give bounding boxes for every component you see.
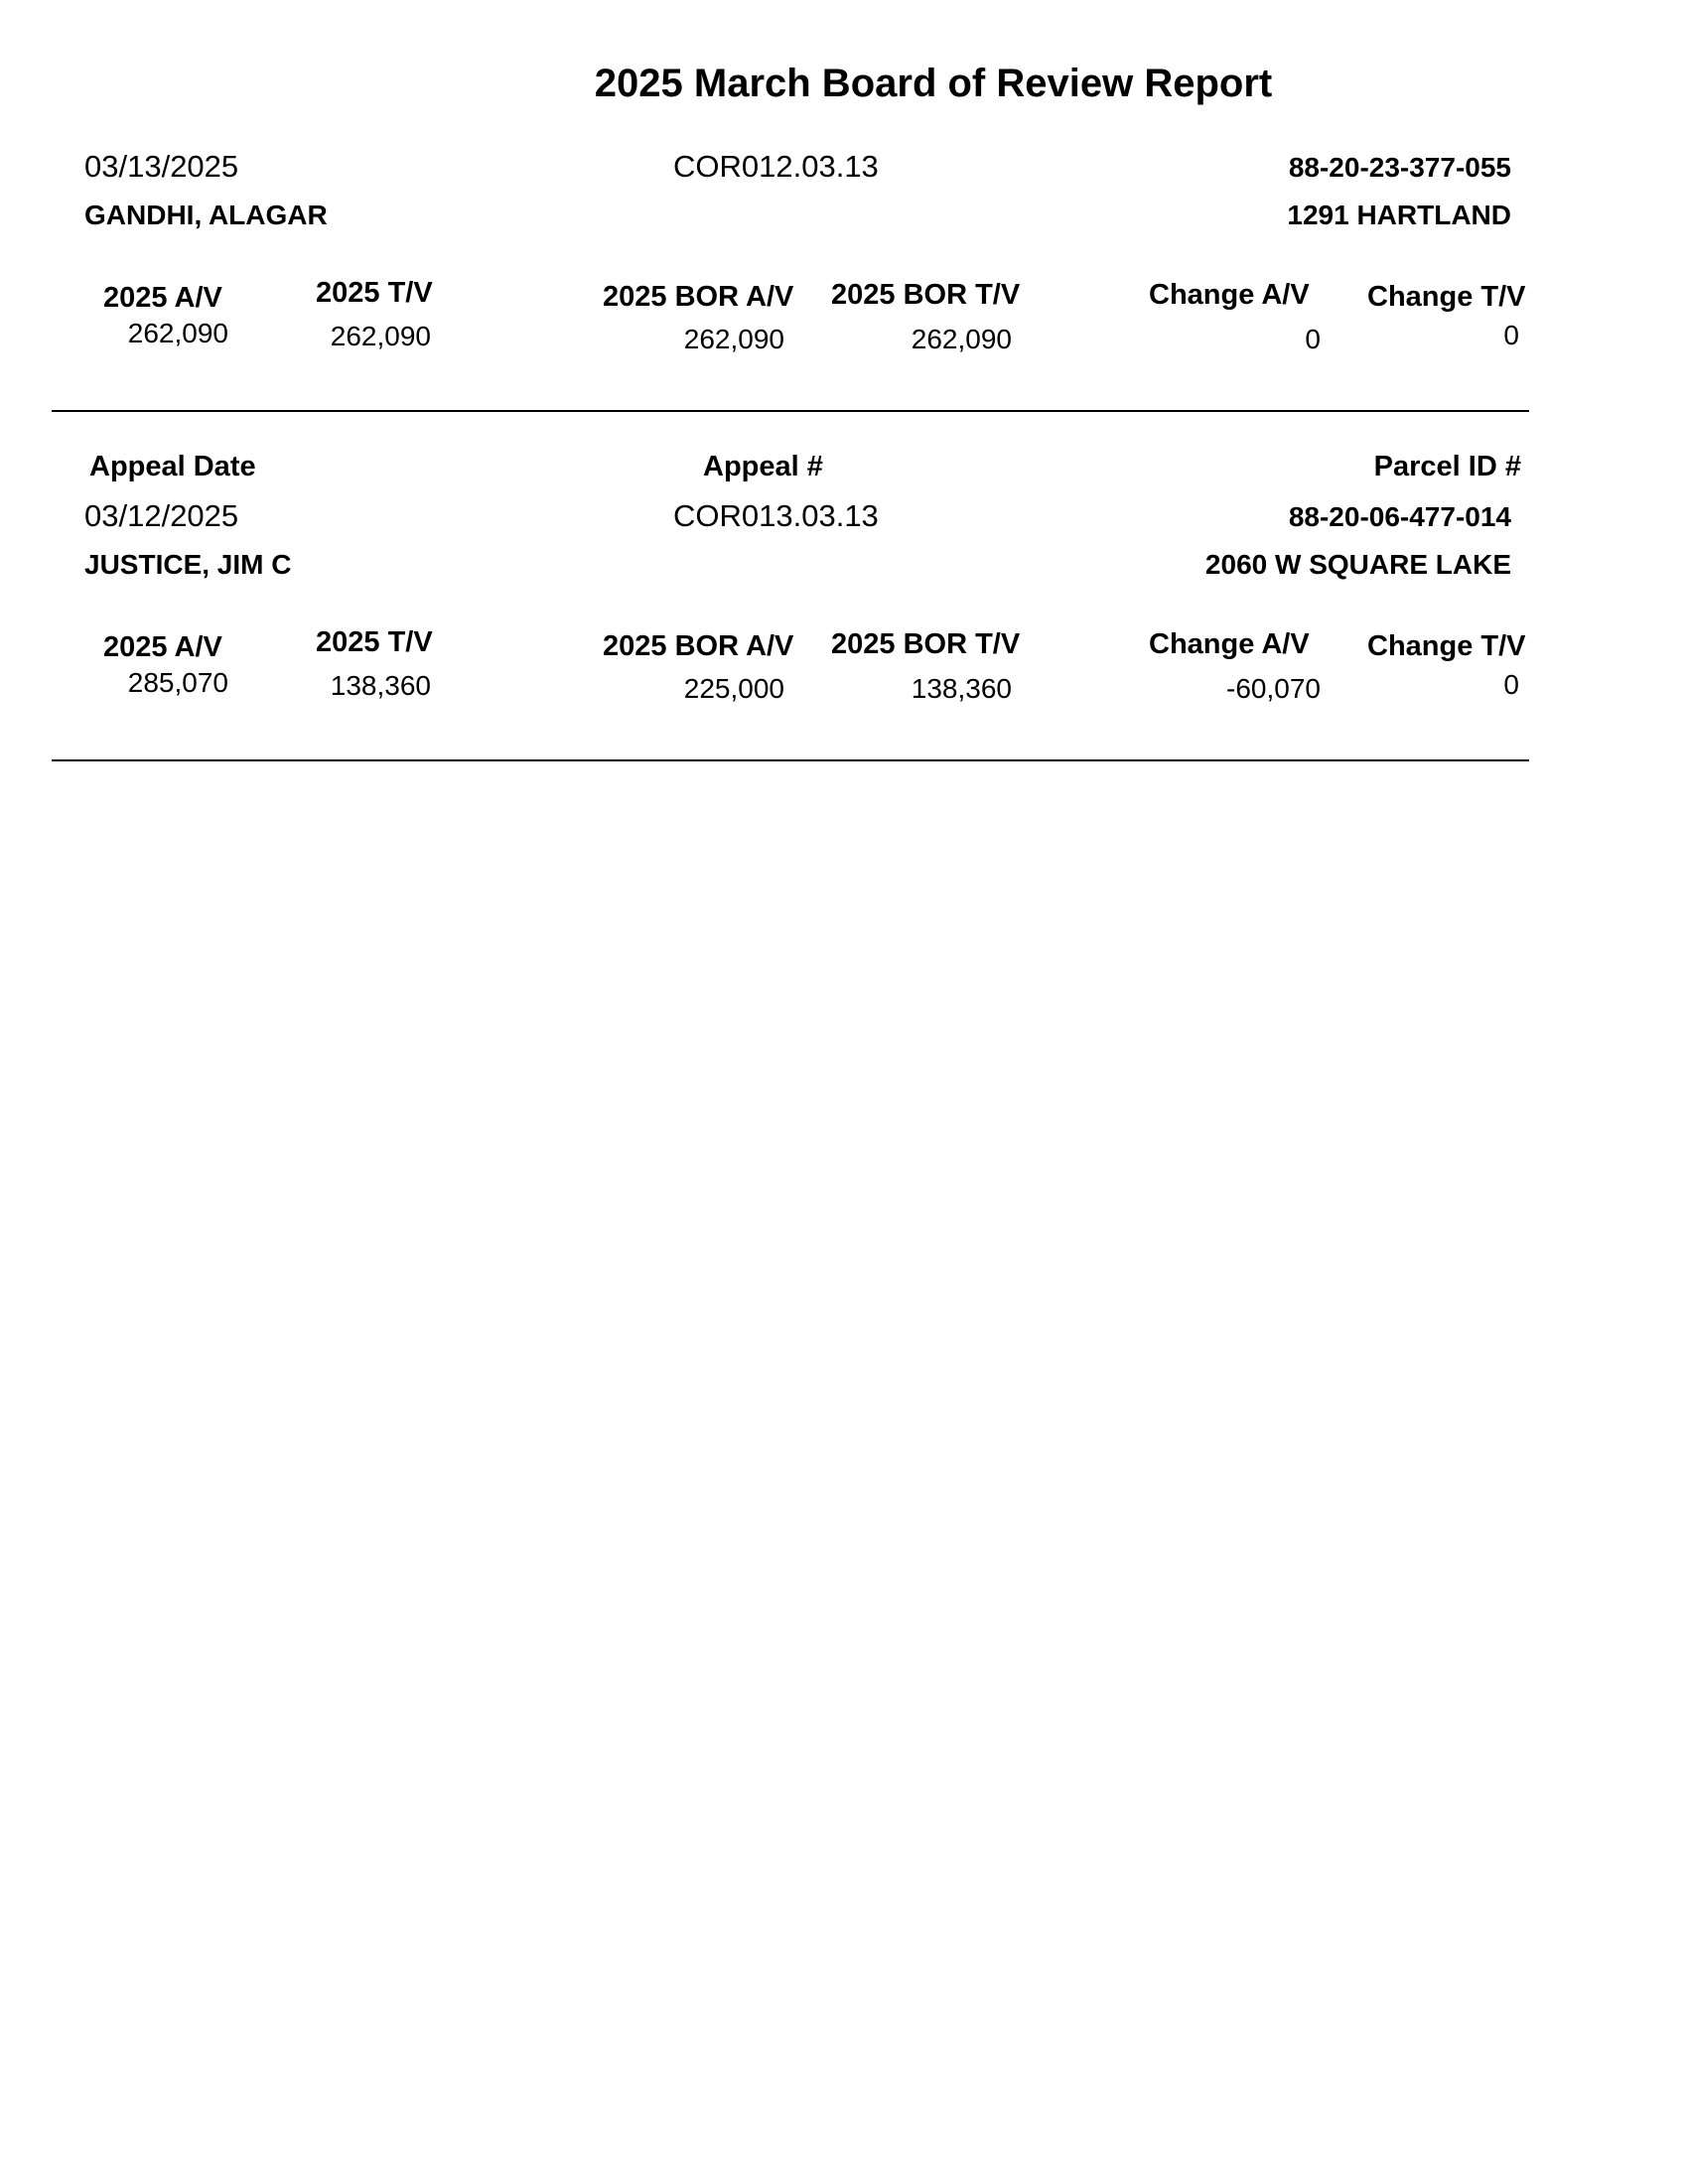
value-change-tv: 0 [1503, 320, 1519, 350]
record-divider [52, 759, 1529, 761]
owner-name: GANDHI, ALAGAR [84, 200, 328, 230]
header-2025-bor-tv: 2025 BOR T/V [831, 628, 1021, 660]
label-appeal-date: Appeal Date [89, 451, 256, 482]
value-2025-bor-tv: 138,360 [911, 673, 1012, 704]
header-2025-bor-tv: 2025 BOR T/V [831, 279, 1021, 311]
label-appeal-number: Appeal # [703, 451, 823, 482]
record-divider [52, 410, 1529, 412]
header-change-tv: Change T/V [1367, 630, 1526, 662]
appeal-date-value: 03/12/2025 [84, 498, 239, 533]
owner-name: JUSTICE, JIM C [84, 549, 292, 580]
value-2025-bor-av: 262,090 [683, 324, 784, 354]
appeal-number-value: COR012.03.13 [673, 149, 879, 184]
header-2025-av: 2025 A/V [103, 631, 222, 663]
value-2025-av: 262,090 [127, 318, 228, 348]
value-2025-tv: 262,090 [330, 321, 431, 351]
appeal-date-value: 03/13/2025 [84, 149, 239, 184]
value-change-tv: 0 [1503, 669, 1519, 700]
value-change-av: 0 [1305, 324, 1321, 354]
header-change-tv: Change T/V [1367, 281, 1526, 313]
property-address: 1291 HARTLAND [1287, 200, 1511, 230]
parcel-id-value: 88-20-06-477-014 [1288, 501, 1511, 532]
header-2025-tv: 2025 T/V [316, 277, 433, 309]
parcel-id-value: 88-20-23-377-055 [1288, 152, 1511, 183]
value-2025-bor-av: 225,000 [683, 673, 784, 704]
property-address: 2060 W SQUARE LAKE [1204, 549, 1511, 580]
header-change-av: Change A/V [1149, 628, 1310, 660]
header-2025-bor-av: 2025 BOR A/V [603, 281, 794, 313]
value-2025-av: 285,070 [127, 667, 228, 698]
header-change-av: Change A/V [1149, 279, 1310, 311]
appeal-number-value: COR013.03.13 [673, 498, 879, 533]
value-change-av: -60,070 [1226, 673, 1321, 704]
report-title: 2025 March Board of Review Report [594, 62, 1273, 105]
header-2025-av: 2025 A/V [103, 282, 222, 314]
value-2025-tv: 138,360 [330, 670, 431, 701]
header-2025-tv: 2025 T/V [316, 626, 433, 658]
value-2025-bor-tv: 262,090 [911, 324, 1012, 354]
header-2025-bor-av: 2025 BOR A/V [603, 630, 794, 662]
label-parcel-id: Parcel ID # [1373, 451, 1521, 482]
